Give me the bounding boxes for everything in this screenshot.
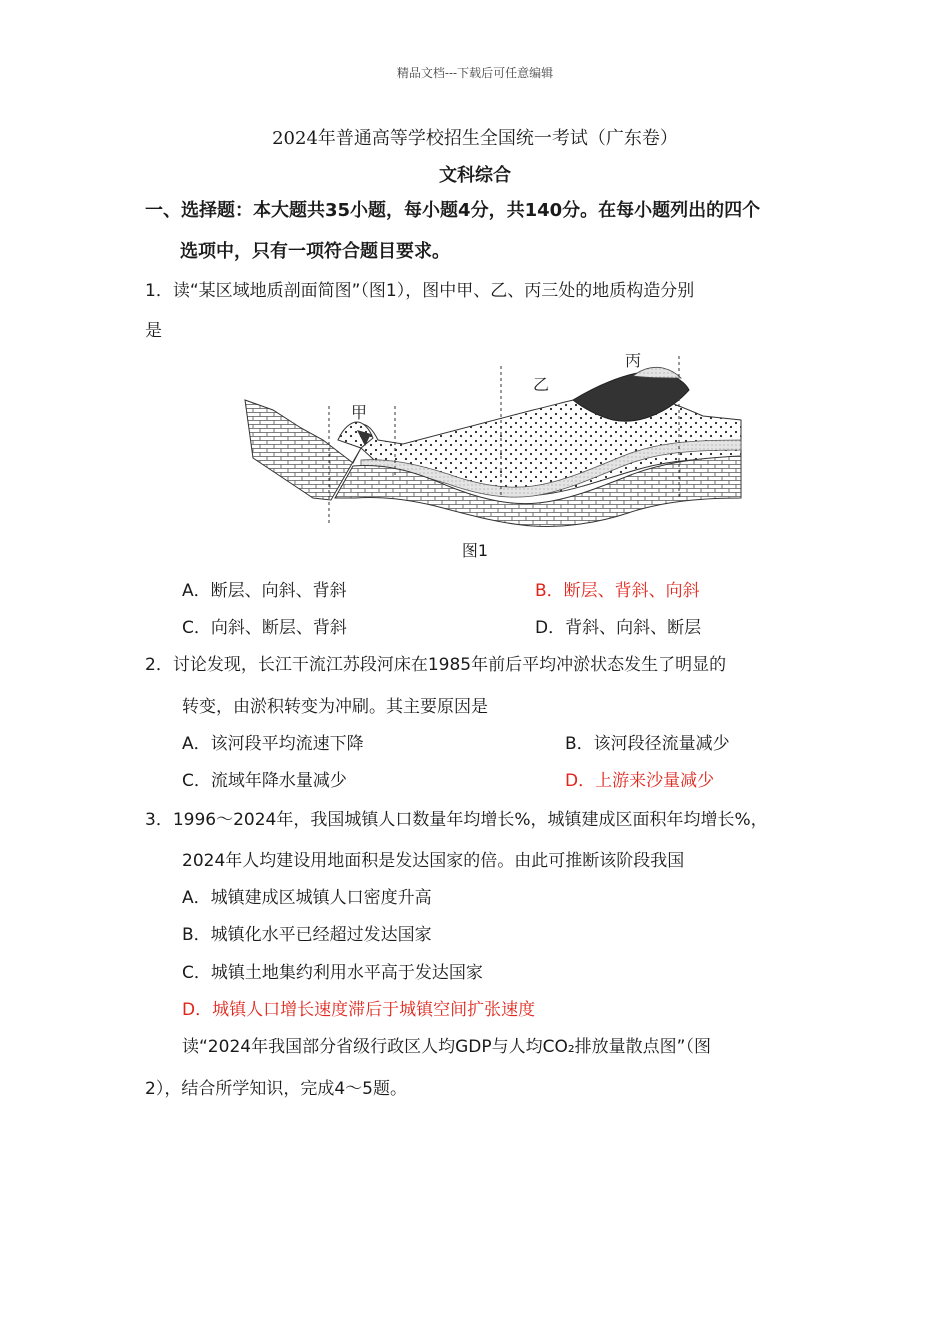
q2-option-d: D．上游来沙量减少 <box>565 771 715 791</box>
q3-stem-line2: 2024年人均建设用地面积是发达国家的倍。由此可推断该阶段我国 <box>182 851 685 871</box>
exam-subtitle: 文科综合 <box>439 165 511 186</box>
section-heading-line2: 选项中，只有一项符合题目要求。 <box>180 241 450 262</box>
label-bing: 丙 <box>625 351 642 370</box>
q3-option-b: B．城镇化水平已经超过发达国家 <box>182 925 432 945</box>
q2-option-b: B．该河段径流量减少 <box>565 734 730 754</box>
q2-option-a: A．该河段平均流速下降 <box>182 734 364 754</box>
q1-option-a: A．断层、向斜、背斜 <box>182 581 347 601</box>
header-note: 精品文档---下载后可任意编辑 <box>396 66 554 80</box>
q2-stem-line1: 2．讨论发现，长江干流江苏段河床在1985年前后平均冲淤状态发生了明显的 <box>145 655 727 675</box>
label-jia: 甲 <box>351 403 368 422</box>
figure1-caption: 图1 <box>461 541 489 560</box>
q3-stem-line1: 3．1996～2024年，我国城镇人口数量年均增长%，城镇建成区面积年均增长%， <box>145 810 768 830</box>
q1-stem-line2: 是 <box>145 321 162 341</box>
section-heading-line1: 一、选择题：本大题共35小题，每小题4分，共140分。在每小题列出的四个 <box>145 200 761 221</box>
intro45-line1: 读“2024年我国部分省级行政区人均GDP与人均CO₂排放量散点图”（图 <box>182 1037 711 1057</box>
q1-option-d: D．背斜、向斜、断层 <box>535 618 702 638</box>
q3-option-a: A．城镇建成区城镇人口密度升高 <box>182 888 432 908</box>
label-yi: 乙 <box>533 375 550 394</box>
geologic-section-figure <box>243 348 745 532</box>
exam-title: 2024年普通高等学校招生全国统一考试（广东卷） <box>272 128 678 149</box>
q3-option-d: D．城镇人口增长速度滞后于城镇空间扩张速度 <box>182 1000 536 1020</box>
q2-option-c: C．流域年降水量减少 <box>182 771 347 791</box>
q3-option-c: C．城镇土地集约利用水平高于发达国家 <box>182 963 483 983</box>
q1-option-c: C．向斜、断层、背斜 <box>182 618 347 638</box>
intro45-line2: 2），结合所学知识，完成4～5题。 <box>145 1079 407 1099</box>
q1-stem-line1: 1．读“某区域地质剖面简图”（图1），图中甲、乙、丙三处的地质构造分别 <box>145 281 695 301</box>
q2-stem-line2: 转变，由淤积转变为冲刷。其主要原因是 <box>182 697 488 717</box>
q1-option-b: B．断层、背斜、向斜 <box>535 581 700 601</box>
